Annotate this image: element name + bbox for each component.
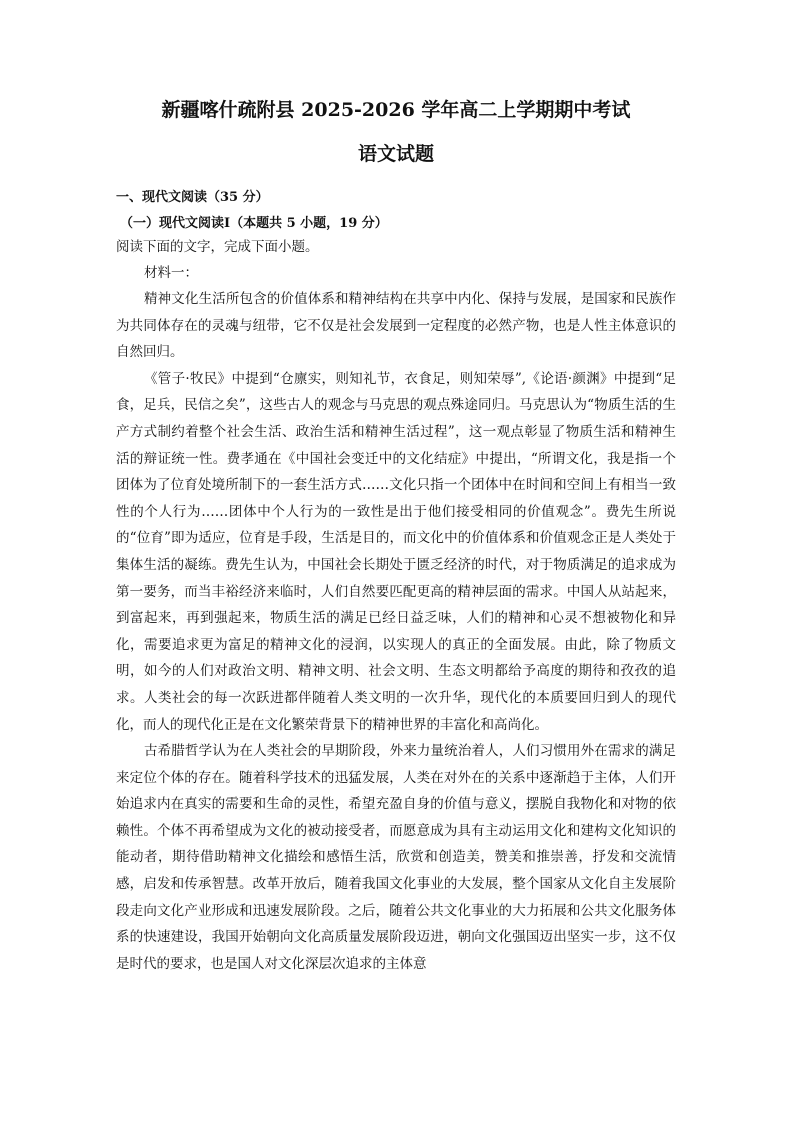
paragraph-3: 古希腊哲学认为在人类社会的早期阶段，外来力量统治着人，人们习惯用外在需求的满足来定位个体的存在。随着科学技术的迅猛发展，人类在对外在的关系中逐渐趋于主体，人们开始追求内在真实的需要和生命的灵性，希望充盈自身的价值与意义，摆脱自我物化和对物的依赖性。个体不再希望成为文化的被动接受者，而愿意成为具有主动运用文化和建构文化知识的能动者，期待借助精神文化描绘和感悟生活，欣赏和创造美，赞美和推崇善，抒发和交流情感，启发和传承智慧。改革开放后，随着我国文化事业的大发展，整个国家从文化自主发展阶段走向文化产业形成和迅速发展阶段。之后，随着公共文化事业的大力拓展和公共文化服务体系的快速建设，我国开始朝向文化高质量发展阶段迈进，朝向文化强国迈出坚实一步，这不仅是时代的要求，也是国人对文化深层次追求的主体意: [116, 743, 676, 972]
section-heading: 一、现代文阅读（35 分）: [116, 190, 269, 205]
document-title: 新疆喀什疏附县 2025-2026 学年高二上学期期中考试: [161, 99, 631, 121]
paragraph-2: 《管子·牧民》中提到“仓廪实，则知礼节，衣食足，则知荣辱”,《论语·颜渊》中提到“足食，足兵，民信之矣”，这些古人的观念与马克思的观点殊途同归。马克思认为“物质生活的生产方式制约着整个社会生活、政治生活和精神生活过程”，这一观点彰显了物质生活和精神生活的辩证统一性。费孝通在《中国社会变迁中的文化结症》中提出，“所谓文化，我是指一个团体为了位育处境所制下的一套生活方式……文化只指一个团体中在时间和空间上有相当一致性的个人行为……团体中个人行为的一致性是出于他们接受相同的价值观念”。费先生所说的“位育”即为适应，位育是手段，生活是目的，而文化中的价值体系和价值观念正是人类处于集体生活的凝练。费先生认为，中国社会长期处于匮乏经济的时代，对于物质满足的追求成为第一要务，而当丰裕经济来临时，人们自然要匹配更高的精神层面的需求。中国人从站起来，到富起来，再到强起来，物质生活的满足已经日益乏味，人们的精神和心灵不想被物化和异化，需要追求更为富足的精神文化的浸润，以实现人的真正的全面发展。由此，除了物质文明，如今的人们对政治文明、精神文明、社会文明、生态文明都给予高度的期待和孜孜的追求。人类社会的每一次跃进都伴随着人类文明的一次升华，现代化的本质要回归到人的现代化，而人的现代化正是在文化繁荣背景下的精神世界的丰富化和高尚化。: [116, 370, 676, 733]
subsection-heading: （一）现代文阅读Ⅰ（本题共 5 小题，19 分）: [120, 216, 388, 231]
paragraph-1: 精神文化生活所包含的价值体系和精神结构在共享中内化、保持与发展，是国家和民族作为共同体存在的灵魂与纽带，它不仅是社会发展到一定程度的必然产物，也是人性主体意识的自然回归。: [116, 291, 676, 361]
document-subtitle: 语文试题: [357, 143, 434, 165]
document-page: [116, 96, 676, 977]
instruction-text: 阅读下面的文字，完成下面小题。: [116, 239, 319, 255]
material-label: 材料一：: [144, 265, 198, 281]
